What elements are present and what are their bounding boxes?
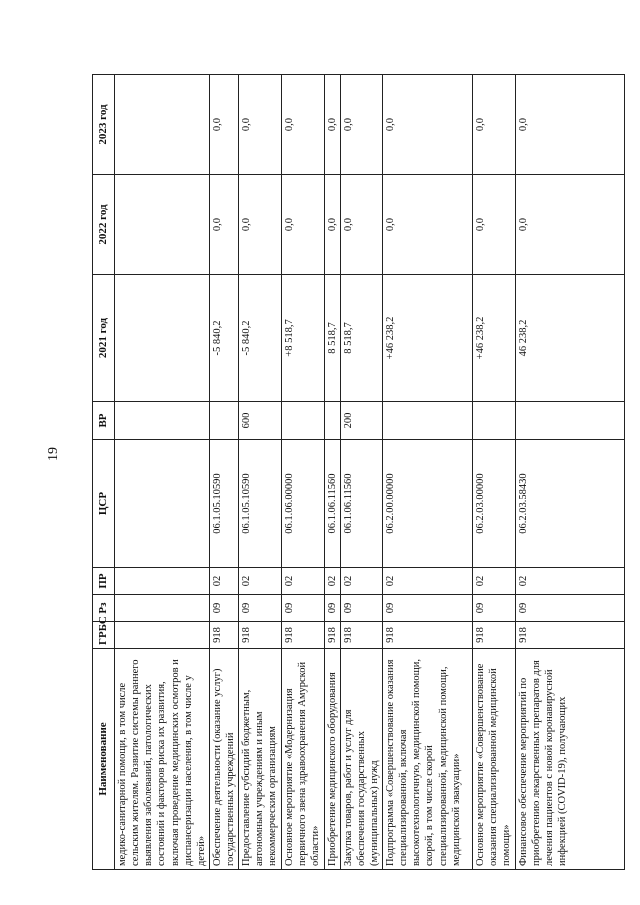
row-pr: 02 — [209, 568, 238, 595]
row-2021: +46 238,2 — [383, 275, 473, 402]
row-grbs: 918 — [340, 622, 382, 649]
table-row — [209, 75, 238, 870]
row-grbs: 918 — [516, 622, 625, 649]
table-row — [516, 75, 625, 870]
row-2021: -5 840,2 — [239, 275, 281, 402]
row-rz: 09 — [516, 595, 625, 622]
row-name: медико-санитарной помощи, в том числе сельским жителям. Развитие системы раннего выявления заболеваний, патологических состояний и факторов риска их развития, включая проведение медицинских осмотров и диспансеризации населения, в том числе у детей» — [115, 649, 210, 870]
row-name: Подпрограмма «Совершенствование оказания специализированной, включая высокотехнологичную, медицинской помощи, скорой, в том числе скорой специализированной, медицинской помощи, медицинской эвакуации» — [383, 649, 473, 870]
row-2023: 0,0 — [473, 75, 516, 175]
row-grbs — [115, 622, 210, 649]
row-2021: 8 518,7 — [324, 275, 340, 402]
row-vr — [209, 402, 238, 440]
row-vr — [115, 402, 210, 440]
row-csr: 06.1.06.00000 — [281, 440, 324, 568]
row-csr: 06.2.03.00000 — [473, 440, 516, 568]
row-vr — [473, 402, 516, 440]
row-2021: -5 840,2 — [209, 275, 238, 402]
row-2021: +46 238,2 — [473, 275, 516, 402]
row-name: Основное мероприятие «Совершенствование оказания специализированной медицинской помощи» — [473, 649, 516, 870]
row-2022: 0,0 — [516, 175, 625, 275]
row-rz — [115, 595, 210, 622]
row-pr: 02 — [473, 568, 516, 595]
row-pr: 02 — [239, 568, 281, 595]
row-csr: 06.2.03.58430 — [516, 440, 625, 568]
table-row — [473, 75, 516, 870]
row-grbs: 918 — [239, 622, 281, 649]
header-2022: 2022 год — [93, 175, 115, 275]
row-csr: 06.1.05.10590 — [209, 440, 238, 568]
row-pr: 02 — [324, 568, 340, 595]
table-row — [340, 75, 382, 870]
page-number: 19 — [46, 447, 61, 461]
row-pr: 02 — [516, 568, 625, 595]
row-2022: 0,0 — [473, 175, 516, 275]
row-vr — [324, 402, 340, 440]
row-pr: 02 — [281, 568, 324, 595]
row-vr — [383, 402, 473, 440]
row-2022: 0,0 — [281, 175, 324, 275]
row-2023: 0,0 — [209, 75, 238, 175]
row-2022 — [115, 175, 210, 275]
row-pr: 02 — [383, 568, 473, 595]
row-2021: 46 238,2 — [516, 275, 625, 402]
table-row — [281, 75, 324, 870]
row-2022: 0,0 — [324, 175, 340, 275]
row-2022: 0,0 — [383, 175, 473, 275]
row-grbs: 918 — [383, 622, 473, 649]
table-header-row — [93, 75, 115, 870]
row-2022: 0,0 — [209, 175, 238, 275]
row-2023: 0,0 — [516, 75, 625, 175]
row-2023: 0,0 — [239, 75, 281, 175]
header-vr: ВР — [93, 402, 115, 440]
row-name: Закупка товаров, работ и услуг для обеспечения государственных (муниципальных) нужд — [340, 649, 382, 870]
row-pr: 02 — [340, 568, 382, 595]
row-name: Основное мероприятие «Модернизация первичного звена здравоохранения Амурской области» — [281, 649, 324, 870]
row-csr: 06.1.05.10590 — [239, 440, 281, 568]
header-grbs: ГРБС — [93, 622, 115, 649]
row-name: Финансовое обеспечение мероприятий по приобретению лекарственных препаратов для лечения пациентов с новой коронавирусной инфекцией (COVID-19), получающих — [516, 649, 625, 870]
table-row — [115, 75, 210, 870]
budget-table — [92, 74, 625, 870]
row-vr: 200 — [340, 402, 382, 440]
table-row — [239, 75, 281, 870]
header-csr: ЦСР — [93, 440, 115, 568]
row-vr — [516, 402, 625, 440]
row-name: Предоставление субсидий бюджетным, автономным учреждениям и иным некоммерческим организациям — [239, 649, 281, 870]
row-csr: 06.1.06.11560 — [324, 440, 340, 568]
row-grbs: 918 — [324, 622, 340, 649]
row-2022: 0,0 — [239, 175, 281, 275]
row-2023 — [115, 75, 210, 175]
row-2023: 0,0 — [281, 75, 324, 175]
row-rz: 09 — [209, 595, 238, 622]
row-grbs: 918 — [209, 622, 238, 649]
budget-table-container — [92, 75, 597, 870]
row-rz: 09 — [340, 595, 382, 622]
row-csr: 06.2.00.00000 — [383, 440, 473, 568]
row-2023: 0,0 — [340, 75, 382, 175]
row-rz: 09 — [324, 595, 340, 622]
row-grbs: 918 — [281, 622, 324, 649]
row-2021: +8 518,7 — [281, 275, 324, 402]
header-2021: 2021 год — [93, 275, 115, 402]
row-rz: 09 — [239, 595, 281, 622]
row-vr — [281, 402, 324, 440]
row-2021: 8 518,7 — [340, 275, 382, 402]
table-row — [383, 75, 473, 870]
row-csr — [115, 440, 210, 568]
header-pr: ПР — [93, 568, 115, 595]
table-row — [324, 75, 340, 870]
row-rz: 09 — [473, 595, 516, 622]
row-grbs: 918 — [473, 622, 516, 649]
row-2023: 0,0 — [324, 75, 340, 175]
row-vr: 600 — [239, 402, 281, 440]
row-2021 — [115, 275, 210, 402]
row-name: Приобретение медицинского оборудования — [324, 649, 340, 870]
row-pr — [115, 568, 210, 595]
row-rz: 09 — [383, 595, 473, 622]
row-csr: 06.1.06.11560 — [340, 440, 382, 568]
row-name: Обеспечение деятельности (оказание услуг) государственных учреждений — [209, 649, 238, 870]
row-2023: 0,0 — [383, 75, 473, 175]
row-2022: 0,0 — [340, 175, 382, 275]
header-rz: Рз — [93, 595, 115, 622]
row-rz: 09 — [281, 595, 324, 622]
header-name: Наименование — [93, 649, 115, 870]
header-2023: 2023 год — [93, 75, 115, 175]
